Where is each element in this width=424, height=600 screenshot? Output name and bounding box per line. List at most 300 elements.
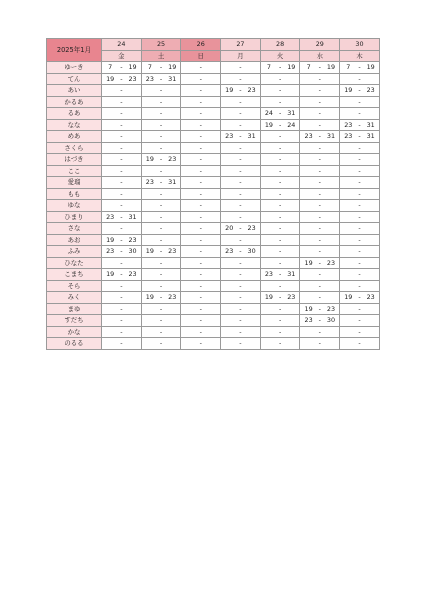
- empty-cell: -: [102, 303, 142, 315]
- range-separator: -: [318, 132, 321, 141]
- empty-cell: -: [340, 211, 380, 223]
- shift-end: 23: [326, 304, 336, 313]
- empty-cell: -: [102, 165, 142, 177]
- empty-cell: -: [221, 211, 261, 223]
- shift-start: 23: [344, 120, 353, 129]
- shift-range: [300, 131, 339, 142]
- shift-start: 23: [145, 74, 154, 83]
- shift-cell: [102, 246, 142, 258]
- empty-cell: -: [102, 142, 142, 154]
- shift-start: 19: [145, 247, 154, 256]
- range-separator: -: [318, 258, 321, 267]
- shift-cell: [340, 131, 380, 143]
- shift-end: 24: [287, 120, 296, 129]
- empty-cell: -: [260, 165, 300, 177]
- shift-cell: [102, 211, 142, 223]
- empty-cell: -: [221, 200, 261, 212]
- date-cell: 24: [102, 39, 142, 51]
- range-separator: -: [120, 270, 123, 279]
- empty-cell: -: [181, 188, 221, 200]
- empty-cell: -: [340, 234, 380, 246]
- shift-end: 31: [366, 132, 375, 141]
- shift-end: 23: [128, 235, 137, 244]
- empty-cell: -: [221, 119, 261, 131]
- shift-cell: [102, 62, 142, 74]
- staff-name: ひなた: [47, 257, 102, 269]
- table-row: [47, 269, 380, 281]
- range-separator: -: [120, 247, 123, 256]
- empty-cell: -: [221, 292, 261, 304]
- empty-cell: -: [340, 315, 380, 327]
- shift-end: 30: [247, 247, 256, 256]
- empty-cell: -: [181, 142, 221, 154]
- empty-cell: -: [102, 257, 142, 269]
- empty-cell: -: [221, 62, 261, 74]
- empty-cell: -: [181, 119, 221, 131]
- empty-cell: -: [340, 73, 380, 85]
- empty-cell: -: [300, 200, 340, 212]
- shift-cell: [141, 246, 181, 258]
- empty-cell: -: [300, 165, 340, 177]
- empty-cell: -: [260, 96, 300, 108]
- empty-cell: -: [260, 211, 300, 223]
- staff-name: めあ: [47, 131, 102, 143]
- empty-cell: -: [181, 315, 221, 327]
- weekday-cell: 月: [221, 50, 261, 62]
- empty-cell: -: [260, 200, 300, 212]
- range-separator: -: [358, 63, 361, 72]
- empty-cell: -: [300, 223, 340, 235]
- empty-cell: -: [102, 188, 142, 200]
- shift-end: 31: [366, 120, 375, 129]
- table-row: [47, 142, 380, 154]
- empty-cell: -: [221, 73, 261, 85]
- shift-range: [340, 62, 379, 73]
- range-separator: -: [278, 109, 282, 118]
- shift-start: 23: [106, 212, 115, 221]
- empty-cell: -: [221, 142, 261, 154]
- empty-cell: -: [181, 211, 221, 223]
- shift-schedule-table: [46, 38, 380, 350]
- shift-cell: [221, 223, 261, 235]
- empty-cell: -: [340, 303, 380, 315]
- empty-cell: -: [260, 177, 300, 189]
- shift-range: [221, 246, 260, 257]
- shift-start: 19: [264, 293, 273, 302]
- shift-start: 7: [306, 63, 311, 72]
- table-row: [47, 315, 380, 327]
- table-row: [47, 200, 380, 212]
- empty-cell: -: [300, 211, 340, 223]
- staff-name: るあ: [47, 108, 102, 120]
- range-separator: -: [159, 178, 163, 187]
- empty-cell: -: [340, 188, 380, 200]
- empty-cell: -: [340, 269, 380, 281]
- empty-cell: -: [221, 177, 261, 189]
- shift-cell: [260, 269, 300, 281]
- staff-name: みく: [47, 292, 102, 304]
- empty-cell: -: [141, 326, 181, 338]
- empty-cell: -: [300, 326, 340, 338]
- empty-cell: -: [141, 96, 181, 108]
- empty-cell: -: [300, 119, 340, 131]
- range-separator: -: [120, 235, 123, 244]
- shift-range: [300, 62, 339, 73]
- shift-range: [221, 131, 260, 142]
- range-separator: -: [120, 74, 123, 83]
- empty-cell: -: [102, 292, 142, 304]
- shift-end: 30: [128, 247, 137, 256]
- date-cell: 26: [181, 39, 221, 51]
- shift-cell: [260, 119, 300, 131]
- staff-name: のるる: [47, 338, 102, 350]
- empty-cell: -: [260, 85, 300, 97]
- shift-end: 23: [168, 293, 177, 302]
- empty-cell: -: [300, 280, 340, 292]
- shift-end: 31: [287, 109, 296, 118]
- table-row: [47, 257, 380, 269]
- empty-cell: -: [340, 108, 380, 120]
- range-separator: -: [278, 63, 282, 72]
- empty-cell: -: [181, 303, 221, 315]
- empty-cell: -: [102, 338, 142, 350]
- shift-range: [340, 85, 379, 96]
- empty-cell: -: [181, 257, 221, 269]
- shift-start: 23: [264, 270, 273, 279]
- table-row: [47, 131, 380, 143]
- staff-name: もも: [47, 188, 102, 200]
- table-row: [47, 154, 380, 166]
- shift-start: 20: [225, 224, 234, 233]
- table-row: [47, 96, 380, 108]
- empty-cell: -: [300, 338, 340, 350]
- staff-name: ゆーき: [47, 62, 102, 74]
- empty-cell: -: [181, 154, 221, 166]
- empty-cell: -: [221, 326, 261, 338]
- shift-start: 7: [266, 63, 271, 72]
- weekday-cell: 土: [141, 50, 181, 62]
- shift-end: 19: [168, 63, 177, 72]
- table-row: [47, 108, 380, 120]
- range-separator: -: [358, 132, 361, 141]
- date-cell: 27: [221, 39, 261, 51]
- empty-cell: -: [181, 234, 221, 246]
- date-cell: 28: [260, 39, 300, 51]
- empty-cell: -: [300, 269, 340, 281]
- empty-cell: -: [221, 96, 261, 108]
- empty-cell: -: [181, 269, 221, 281]
- empty-cell: -: [300, 188, 340, 200]
- empty-cell: -: [260, 303, 300, 315]
- shift-cell: [340, 62, 380, 74]
- empty-cell: -: [260, 234, 300, 246]
- shift-end: 31: [128, 212, 137, 221]
- empty-cell: -: [141, 211, 181, 223]
- weekday-cell: 金: [102, 50, 142, 62]
- shift-range: [261, 108, 300, 119]
- range-separator: -: [318, 316, 321, 325]
- empty-cell: -: [181, 62, 221, 74]
- shift-cell: [141, 62, 181, 74]
- shift-start: 19: [344, 86, 353, 95]
- empty-cell: -: [221, 108, 261, 120]
- empty-cell: -: [221, 315, 261, 327]
- empty-cell: -: [221, 154, 261, 166]
- shift-start: 7: [346, 63, 351, 72]
- staff-name: ひまり: [47, 211, 102, 223]
- shift-cell: [300, 315, 340, 327]
- empty-cell: -: [260, 188, 300, 200]
- shift-end: 31: [168, 74, 177, 83]
- empty-cell: -: [340, 200, 380, 212]
- staff-name: こまち: [47, 269, 102, 281]
- empty-cell: -: [102, 223, 142, 235]
- shift-start: 23: [225, 132, 234, 141]
- empty-cell: -: [300, 96, 340, 108]
- empty-cell: -: [340, 326, 380, 338]
- empty-cell: -: [181, 246, 221, 258]
- shift-start: 23: [145, 178, 154, 187]
- shift-start: 24: [264, 109, 273, 118]
- empty-cell: -: [260, 142, 300, 154]
- empty-cell: -: [340, 165, 380, 177]
- range-separator: -: [239, 132, 242, 141]
- shift-cell: [300, 303, 340, 315]
- empty-cell: -: [141, 234, 181, 246]
- empty-cell: -: [102, 154, 142, 166]
- empty-cell: -: [300, 154, 340, 166]
- table-row: [47, 177, 380, 189]
- date-cell: 29: [300, 39, 340, 51]
- shift-range: [142, 292, 181, 303]
- empty-cell: -: [181, 280, 221, 292]
- range-separator: -: [318, 63, 321, 72]
- table-row: [47, 292, 380, 304]
- empty-cell: -: [221, 338, 261, 350]
- shift-range: [142, 74, 181, 85]
- shift-range: [102, 212, 141, 223]
- table-row: [47, 223, 380, 235]
- empty-cell: -: [181, 73, 221, 85]
- shift-range: [102, 235, 141, 246]
- shift-start: 23: [304, 316, 313, 325]
- shift-range: [340, 131, 379, 142]
- empty-cell: -: [141, 131, 181, 143]
- table-row: [47, 73, 380, 85]
- range-separator: -: [120, 63, 123, 72]
- empty-cell: -: [340, 223, 380, 235]
- table-row: [47, 211, 380, 223]
- shift-range: [261, 62, 300, 73]
- staff-name: すだち: [47, 315, 102, 327]
- staff-name: そら: [47, 280, 102, 292]
- staff-name: あお: [47, 234, 102, 246]
- shift-end: 23: [247, 86, 256, 95]
- staff-name: 愛瑠: [47, 177, 102, 189]
- shift-range: [300, 258, 339, 269]
- shift-cell: [221, 246, 261, 258]
- empty-cell: -: [340, 280, 380, 292]
- empty-cell: -: [340, 142, 380, 154]
- empty-cell: -: [221, 165, 261, 177]
- shift-end: 31: [326, 132, 336, 141]
- table-row: [47, 303, 380, 315]
- shift-end: 19: [366, 63, 375, 72]
- empty-cell: -: [181, 85, 221, 97]
- empty-cell: -: [102, 85, 142, 97]
- range-separator: -: [358, 293, 361, 302]
- empty-cell: -: [340, 338, 380, 350]
- shift-end: 23: [287, 293, 296, 302]
- empty-cell: -: [340, 154, 380, 166]
- shift-end: 23: [366, 86, 375, 95]
- range-separator: -: [239, 224, 242, 233]
- empty-cell: -: [221, 257, 261, 269]
- shift-cell: [102, 234, 142, 246]
- weekday-cell: 火: [260, 50, 300, 62]
- empty-cell: -: [221, 234, 261, 246]
- shift-cell: [141, 177, 181, 189]
- empty-cell: -: [141, 200, 181, 212]
- table-row: [47, 338, 380, 350]
- empty-cell: -: [260, 326, 300, 338]
- shift-start: 23: [304, 132, 313, 141]
- table-row: [47, 280, 380, 292]
- range-separator: -: [278, 270, 282, 279]
- range-separator: -: [159, 74, 163, 83]
- empty-cell: -: [260, 73, 300, 85]
- shift-range: [142, 154, 181, 165]
- empty-cell: -: [181, 177, 221, 189]
- empty-cell: -: [300, 234, 340, 246]
- shift-range: [142, 246, 181, 257]
- range-separator: -: [159, 63, 163, 72]
- date-header-row: [47, 39, 380, 51]
- shift-range: [261, 120, 300, 131]
- empty-cell: -: [300, 85, 340, 97]
- shift-end: 31: [247, 132, 256, 141]
- empty-cell: -: [340, 257, 380, 269]
- shift-cell: [260, 108, 300, 120]
- empty-cell: -: [181, 108, 221, 120]
- empty-cell: -: [102, 96, 142, 108]
- empty-cell: -: [102, 280, 142, 292]
- range-separator: -: [159, 155, 163, 164]
- empty-cell: -: [300, 73, 340, 85]
- empty-cell: -: [181, 292, 221, 304]
- range-separator: -: [358, 120, 361, 129]
- shift-cell: [141, 292, 181, 304]
- empty-cell: -: [102, 326, 142, 338]
- table-row: [47, 85, 380, 97]
- empty-cell: -: [260, 154, 300, 166]
- shift-end: 23: [247, 224, 256, 233]
- empty-cell: -: [181, 131, 221, 143]
- empty-cell: -: [260, 131, 300, 143]
- empty-cell: -: [340, 246, 380, 258]
- shift-end: 23: [128, 270, 137, 279]
- shift-end: 19: [287, 63, 296, 72]
- empty-cell: -: [181, 338, 221, 350]
- range-separator: -: [159, 247, 163, 256]
- empty-cell: -: [141, 257, 181, 269]
- staff-name: かるあ: [47, 96, 102, 108]
- staff-name: かな: [47, 326, 102, 338]
- shift-cell: [141, 154, 181, 166]
- shift-range: [142, 62, 181, 73]
- shift-cell: [340, 292, 380, 304]
- shift-range: [300, 304, 339, 315]
- shift-range: [102, 269, 141, 280]
- empty-cell: -: [141, 188, 181, 200]
- range-separator: -: [278, 120, 282, 129]
- shift-start: 19: [106, 235, 115, 244]
- empty-cell: -: [260, 223, 300, 235]
- empty-cell: -: [340, 177, 380, 189]
- range-separator: -: [358, 86, 361, 95]
- empty-cell: -: [181, 223, 221, 235]
- empty-cell: -: [181, 200, 221, 212]
- empty-cell: -: [141, 142, 181, 154]
- shift-cell: [260, 292, 300, 304]
- empty-cell: -: [260, 315, 300, 327]
- staff-name: さな: [47, 223, 102, 235]
- empty-cell: -: [102, 177, 142, 189]
- empty-cell: -: [221, 303, 261, 315]
- staff-name: まゆ: [47, 303, 102, 315]
- empty-cell: -: [300, 108, 340, 120]
- shift-start: 19: [145, 155, 154, 164]
- shift-end: 30: [326, 316, 336, 325]
- shift-range: [221, 85, 260, 96]
- empty-cell: -: [141, 165, 181, 177]
- empty-cell: -: [181, 326, 221, 338]
- shift-range: [142, 177, 181, 188]
- shift-end: 23: [326, 258, 336, 267]
- shift-range: [102, 246, 141, 257]
- staff-name: はづき: [47, 154, 102, 166]
- shift-start: 19: [225, 86, 234, 95]
- empty-cell: -: [141, 223, 181, 235]
- empty-cell: -: [181, 165, 221, 177]
- table-row: [47, 119, 380, 131]
- table-row: [47, 62, 380, 74]
- empty-cell: -: [300, 177, 340, 189]
- empty-cell: -: [141, 119, 181, 131]
- empty-cell: -: [141, 108, 181, 120]
- empty-cell: -: [102, 131, 142, 143]
- shift-cell: [340, 85, 380, 97]
- staff-name: あい: [47, 85, 102, 97]
- staff-name: ここ: [47, 165, 102, 177]
- range-separator: -: [278, 293, 282, 302]
- shift-start: 23: [225, 247, 234, 256]
- range-separator: -: [239, 247, 242, 256]
- staff-name: さくら: [47, 142, 102, 154]
- shift-range: [261, 292, 300, 303]
- shift-range: [300, 315, 339, 326]
- shift-cell: [300, 257, 340, 269]
- empty-cell: -: [300, 142, 340, 154]
- schedule-body: [47, 62, 380, 350]
- range-separator: -: [318, 304, 321, 313]
- shift-cell: [300, 131, 340, 143]
- empty-cell: -: [300, 246, 340, 258]
- empty-cell: -: [181, 96, 221, 108]
- shift-cell: [221, 85, 261, 97]
- shift-start: 7: [147, 63, 152, 72]
- staff-name: ふみ: [47, 246, 102, 258]
